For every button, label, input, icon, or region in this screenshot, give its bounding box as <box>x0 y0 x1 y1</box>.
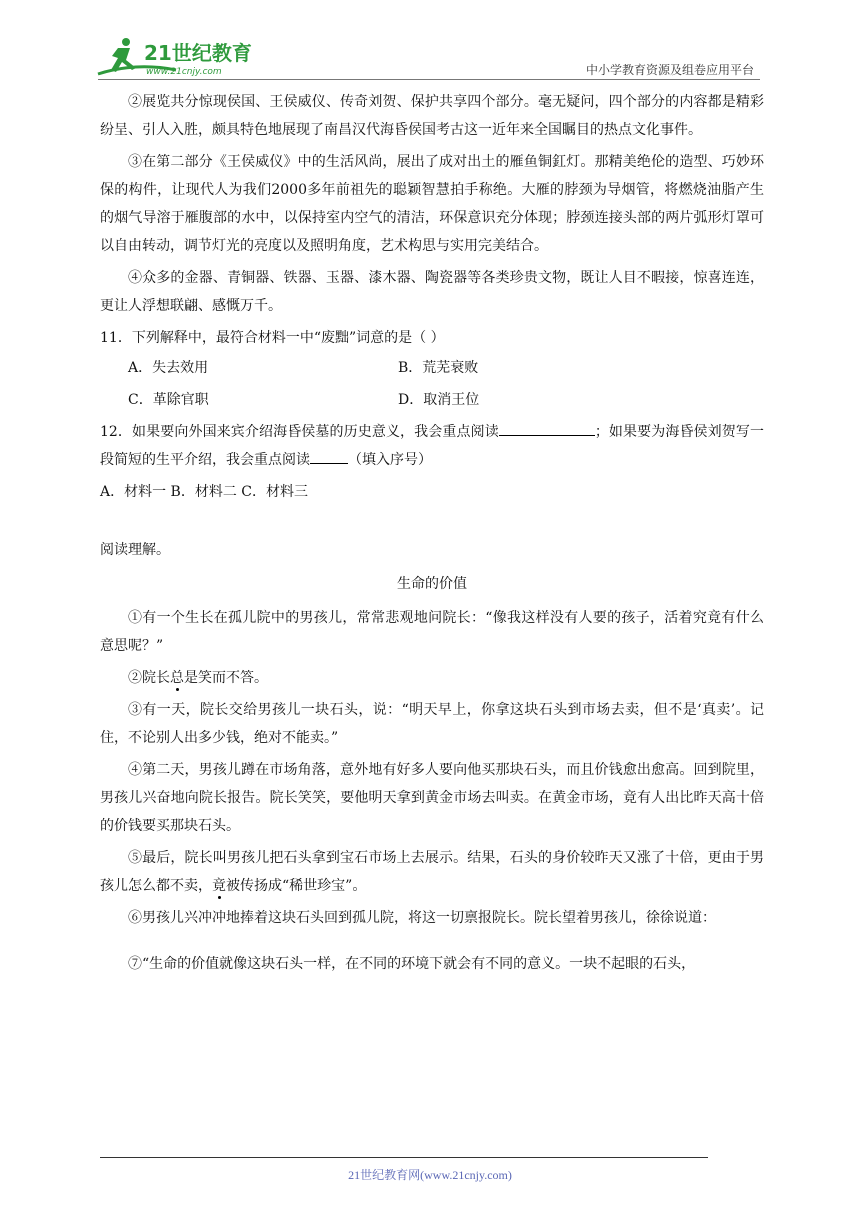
question-12-part3: （填入序号） <box>348 452 432 468</box>
choice-a: A．失去效用 <box>128 360 209 376</box>
footer-site-link[interactable]: 21世纪教育网(www.21cnjy.com) <box>348 1168 512 1182</box>
choice-d: D．取消王位 <box>398 392 480 408</box>
logo-21cnjy <box>96 34 266 80</box>
question-11-choices-row1 <box>128 354 764 382</box>
reading-paragraph-6: ⑥男孩儿兴冲冲地捧着这块石头回到孤儿院，将这一切禀报院长。院长望着男孩儿，徐徐说道： <box>128 910 716 926</box>
reading-intro: 阅读理解。 <box>100 542 170 558</box>
question-11-stem: 11．下列解释中，最符合材料一中“废黜”词意的是（ ） <box>100 330 445 346</box>
reading-paragraph-4: ④第二天，男孩儿蹲在市场角落，意外地有好多人要向他买那块石头，而且价钱愈出愈高。回到院里，男孩儿兴奋地向院长报告。院长笑笑，要他明天拿到黄金市场去叫卖。在黄金市场，竟有人出比昨天高十倍的价钱要买那块石头。 <box>100 762 764 834</box>
question-11-choices-row2 <box>128 386 764 414</box>
svg-text:www.21cnjy.com: www.21cnjy.com <box>146 67 222 77</box>
question-12-part1: 12．如果要向外国来宾介绍海昏侯墓的历史意义，我会重点阅读 <box>100 424 499 440</box>
reading-paragraph-5-a: ⑤最后，院长叫男孩儿把石头拿到宝石市场上去展示。结果，石头的身价较昨天又涨了十倍，更由于男孩儿怎么都不卖， <box>100 850 764 894</box>
answer-blank-2 <box>310 449 348 464</box>
footer-divider <box>100 1157 708 1158</box>
question-12-options: A．材料一 B．材料二 C．材料三 <box>100 484 309 500</box>
svg-text:21世纪教育: 21世纪教育 <box>144 41 252 65</box>
emphasis-dot-zong: 总 <box>170 670 184 686</box>
reading-paragraph-2 <box>100 664 764 692</box>
question-12-part2: ；如果要为海昏侯刘贺写一段简短的生平介绍，我会重点阅读 <box>100 424 764 468</box>
header-divider <box>98 79 760 80</box>
reading-paragraph-3: ③有一天，院长交给男孩儿一块石头，说：“明天早上，你拿这块石头到市场去卖，但不是‘真卖’。记住，不论别人出多少钱，绝对不能卖。” <box>100 702 764 746</box>
paragraph-4: ④众多的金器、青铜器、铁器、玉器、漆木器、陶瓷器等各类珍贵文物，既让人目不暇接，惊喜连连，更让人浮想联翩、感慨万千。 <box>100 270 764 314</box>
choice-c: C．革除官职 <box>128 392 209 408</box>
document-body <box>100 88 764 982</box>
answer-blank-1 <box>499 421 595 436</box>
reading-paragraph-5-b: 被传扬成“稀世珍宝”。 <box>226 878 367 894</box>
paragraph-3: ③在第二部分《王侯威仪》中的生活风尚，展出了成对出土的雁鱼铜釭灯。那精美绝伦的造型、巧妙环保的构件，让现代人为我们2000多年前祖先的聪颖智慧拍手称绝。大雁的脖颈为导烟管，将燃烧油脂产生的烟气导溶于雁腹部的水中，以保持室内空气的清洁，环保意识充分体现；脖颈连接头部的两片弧形灯罩可以自由转动，调节灯光的亮度以及照明角度，艺术构思与实用完美结合。 <box>100 154 764 254</box>
emphasis-dot-jing: 竟 <box>212 878 226 894</box>
reading-paragraph-2-b: 是笑而不答。 <box>184 670 268 686</box>
header-platform-text: 中小学教育资源及组卷应用平台 <box>585 63 754 77</box>
question-12-stem <box>100 418 764 474</box>
reading-paragraph-1: ①有一个生长在孤儿院中的男孩儿，常常悲观地问院长：“像我这样没有人要的孩子，活着究竟有什么意思呢？” <box>100 610 764 654</box>
reading-title: 生命的价值 <box>397 576 467 592</box>
reading-paragraph-7: ⑦“生命的价值就像这块石头一样，在不同的环境下就会有不同的意义。一块不起眼的石头， <box>128 956 696 972</box>
reading-paragraph-5 <box>100 844 764 900</box>
paragraph-2: ②展览共分惊现侯国、王侯威仪、传奇刘贺、保护共享四个部分。毫无疑问，四个部分的内容都是精彩纷呈、引人入胜，颇具特色地展现了南昌汉代海昏侯国考古这一近年来全国瞩目的热点文化事件。 <box>100 94 764 138</box>
reading-paragraph-2-a: ②院长 <box>128 670 170 686</box>
page-header <box>96 34 760 80</box>
choice-b: B．荒芜衰败 <box>398 360 479 376</box>
